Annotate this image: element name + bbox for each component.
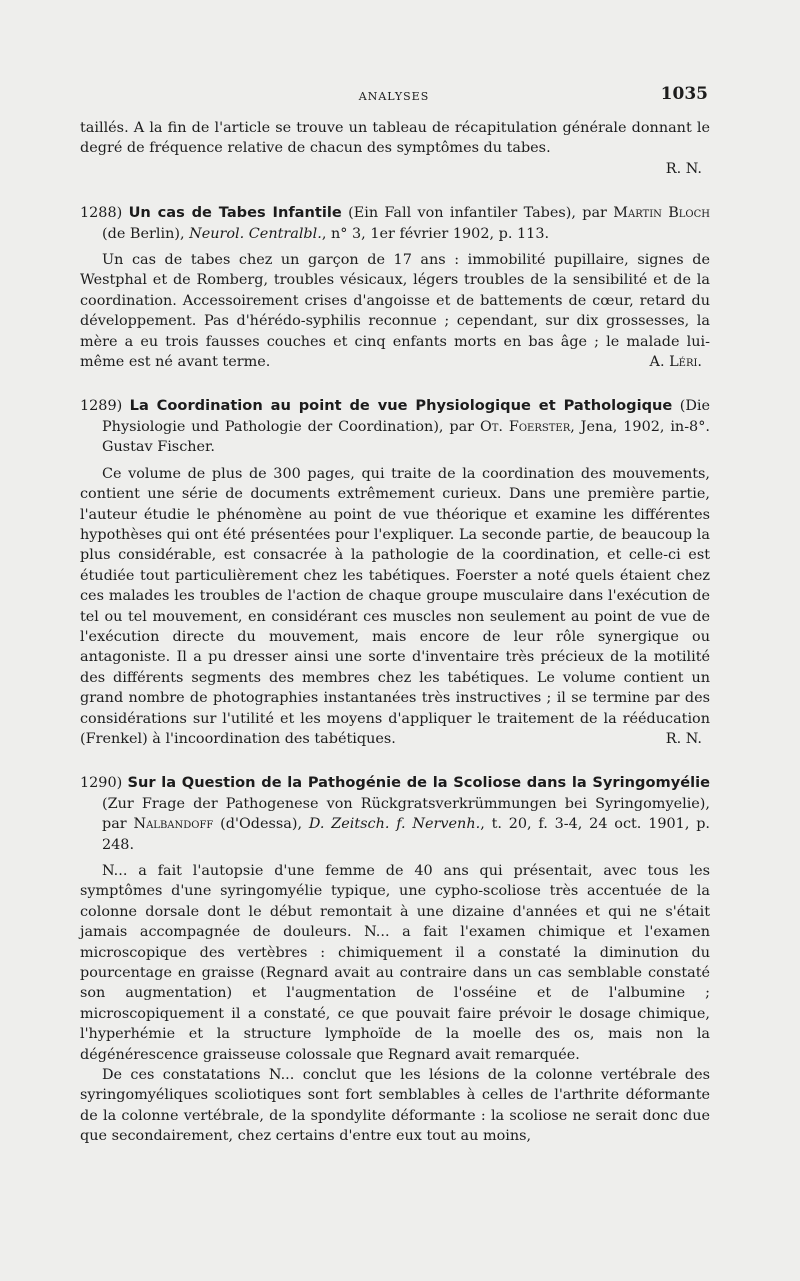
article-signature: A. Léri. [649,354,702,371]
article-author: Ot. Foerster [479,418,571,435]
article-paragraph-text: Un cas de tabes chez un garçon de 17 ans : immobilité pupillaire, signes de Westphal et de Romberg, troubles vésicaux, légers troubles de la sensibilité et de la coordination. Accessoirement crises d'angoisse et de battements de cœur, retard du développement. Pas d'hérédo-syphilis reconnue ; cependant, sur dix grossesses, la mère a eu trois fausses couches et cinq enfants morts en bas âge ; le malade lui-même est né avant terme. [80,252,710,371]
article-paragraph [80,250,710,372]
article-heading-1288 [80,203,710,244]
article-author: Nalbandoff [133,816,214,833]
page-number: 1035 [660,84,708,104]
article-paragraph: N... a fait l'autopsie d'une femme de 40 ans qui présentait, avec tous les symptômes d'une syringomyélie typique, une cypho-scoliose très accentuée de la colonne dorsale dont le début remontait à une dizaine d'années et qui ne s'était jamais accompagnée de douleurs. N... a fait l'examen chimique et l'examen microscopique des vertèbres : chimiquement il a constaté la diminution du pourcentage en graisse (Regnard avait au contraire dans un cas semblable constaté son augmentation) et l'augmentation de l'osséine et de l'albumine ; microscopiquement il a constaté, ce que pouvait faire prévoir le dosage chimique, l'hyperhémie et la structure lymphoïde de la moelle des os, mais non la dégénérescence graisseuse colossale que Regnard avait remarquée. [80,863,710,1063]
body-text [80,118,710,1147]
article-author: Martin Bloch [613,205,711,222]
article-paragraph-text: Ce volume de plus de 300 pages, qui traite de la coordination des mouvements, contient une série de documents extrêmement curieux. Dans une première partie, l'auteur étudie le phénomène au point de vue théorique et examine les différentes hypothèses qui ont été présentées pour l'expliquer. La seconde partie, de beaucoup la plus considérable, est consacrée à la pathologie de la coordination, et celle-ci est étudiée tout particulièrement chez les tabétiques. Foerster a noté quels étaient chez ces malades les troubles de l'action de chaque groupe musculaire dans l'exécution de tel ou tel mouvement, en considérant ces muscles non seulement au point de vue de l'exécution directe du mouvement, mais encore de leur rôle synergique ou antagoniste. Il a pu dresser ainsi une sorte d'inventaire très précieux de la motilité des différents segments des membres chez les tabétiques. Le volume contient un grand nombre de photographies instantanées très instructives ; il se termine par des considérations sur l'utilité et les moyens d'appliquer le traitement de la rééducation (Frenkel) à l'incoordination des tabétiques. [80,465,710,747]
article-ref: (de Berlin), [102,225,190,242]
article-ref: , t. 20, f. 3-4, 24 oct. 1901, p. 248. [102,816,710,853]
article-ref: (Ein Fall von infantiler Tabes), par [341,205,614,222]
article-heading-1290 [80,773,710,855]
intro-paragraph: taillés. A la fin de l'article se trouve un tableau de récapitulation générale donnant le degré de fréquence relative de chacun des symptômes du tabes. [80,120,710,157]
intro-signature: R. N. [665,160,702,177]
article-number: 1289) [80,398,123,415]
article-number: 1290) [80,775,123,792]
article-ref: (Zur Frage der Pathogenese von Rückgratsverkrümmungen bei Syringomyelie), par [102,795,710,833]
running-head [80,84,708,110]
running-head-title: ANALYSES [358,90,430,103]
article-ref: (Die Physiologie und Pathologie der Coordination), par [102,398,710,435]
article-signature: R. N. [665,730,702,747]
article-number: 1288) [80,205,123,222]
article-title: Un cas de Tabes Infantile [128,204,342,222]
article-title: Sur la Question de la Pathogénie de la Scoliose dans la Syringomyélie [127,774,711,792]
article-journal: Neurol. Centralbl. [189,225,322,242]
article-ref: , Jena, 1902, in-8°. Gustav Fischer. [102,418,710,456]
article-ref: , n° 3, 1er février 1902, p. 113. [321,225,550,242]
article-paragraph: De ces constatations N... conclut que les lésions de la colonne vertébrale des syringomyéliques scoliotiques sont fort semblables à celles de l'arthrite déformante de la colonne vertébrale, de la spondylite déformante : la scoliose ne serait donc due que secondairement, chez certains d'entre eux tout au moins, [80,1067,710,1145]
article-ref: (d'Odessa), [213,816,309,833]
article-journal: D. Zeitsch. f. Nervenh. [308,816,481,833]
article-paragraph [80,464,710,750]
article-title: La Coordination au point de vue Physiologique et Pathologique [129,397,673,415]
article-heading-1289 [80,396,710,457]
